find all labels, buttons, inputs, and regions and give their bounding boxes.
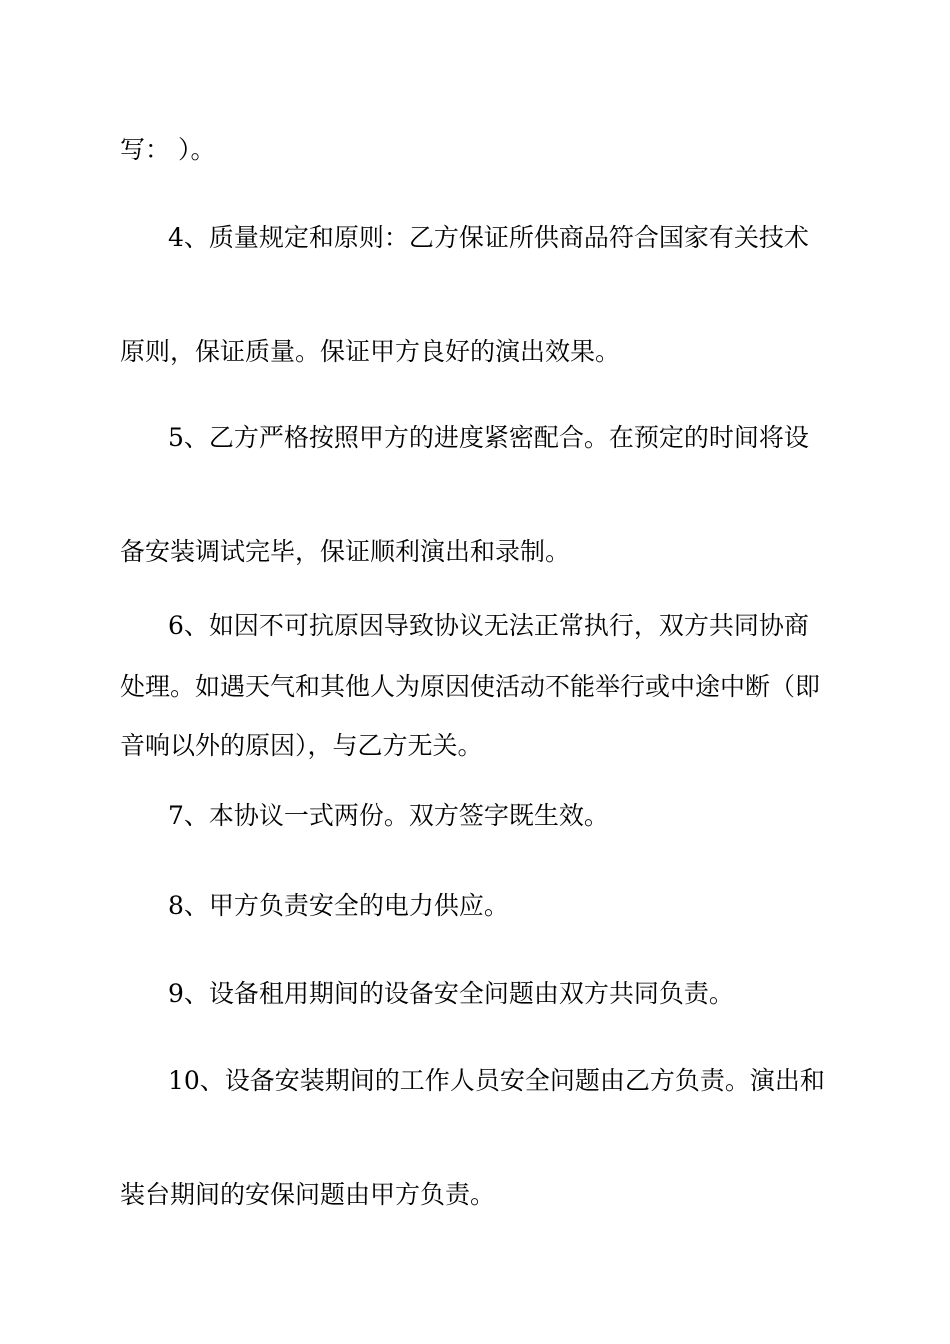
clause-6-line-3: 音响以外的原因），与乙方无关。 [120, 731, 483, 760]
clause-5-line-2: 备安装调试完毕，保证顺利演出和录制。 [120, 537, 571, 566]
clause-4-line-2: 原则，保证质量。保证甲方良好的演出效果。 [120, 337, 621, 366]
clause-9: 9、设备租用期间的设备安全问题由双方共同负责。 [168, 979, 734, 1008]
clause-6-line-1: 6、如因不可抗原因导致协议无法正常执行，双方共同协商 [168, 611, 809, 640]
clause-7: 7、本协议一式两份。双方签字既生效。 [168, 801, 609, 830]
clause-4-line-1: 4、质量规定和原则：乙方保证所供商品符合国家有关技术 [168, 223, 809, 252]
clause-10-line-2: 装台期间的安保问题由甲方负责。 [120, 1180, 496, 1209]
clause-10-line-1: 10、设备安装期间的工作人员安全问题由乙方负责。演出和 [168, 1066, 825, 1095]
clause-5-line-1: 5、乙方严格按照甲方的进度紧密配合。在预定的时间将设 [168, 423, 809, 452]
text-line-fill-in-end: 写： ）。 [120, 135, 216, 164]
clause-8: 8、甲方负责安全的电力供应。 [168, 891, 509, 920]
clause-6-line-2: 处理。如遇天气和其他人为原因使活动不能举行或中途中断（即 [120, 672, 821, 701]
